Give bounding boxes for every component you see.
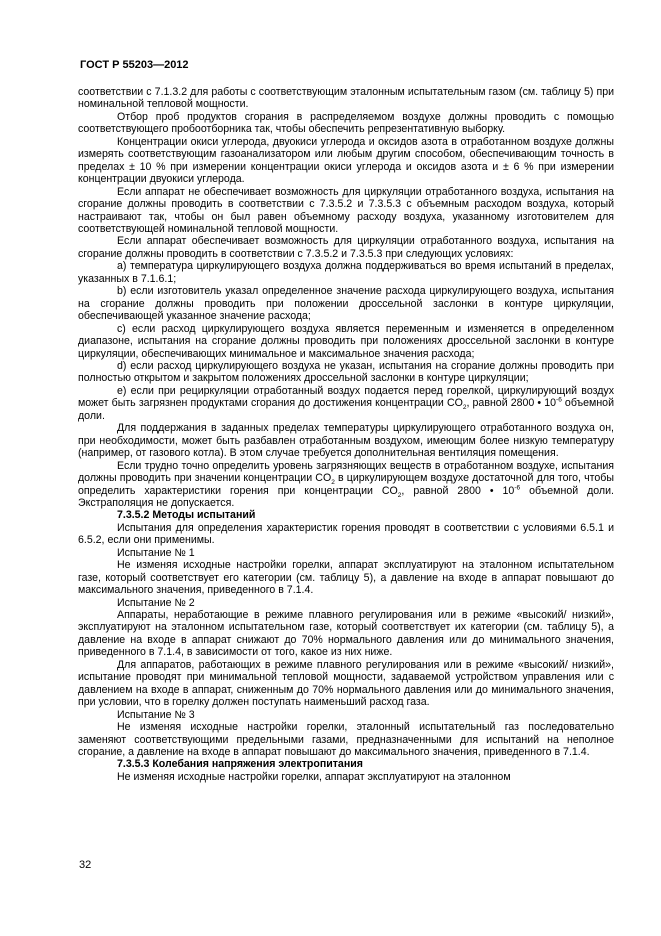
list-item-c: c) если расход циркулирующего воздуха является переменным и изменяется в определенном диапазоне, испытания на сгорание должны проводить при положениях дроссельной заслонки в контуре циркуляции, обеспечивающих минимальное и максимальное значения расхода; xyxy=(78,322,614,360)
paragraph: Отбор проб продуктов сгорания в распределяемом воздухе должны проводить с помощью соответствующего пробоотборника так, чтобы обеспечить репрезентативную выборку. xyxy=(78,110,614,136)
text-run: , равной 2800 • 10 xyxy=(401,484,515,497)
list-item-d: d) если расход циркулирующего воздуха не указан, испытания на сгорание должны проводить при полностью открытом и закрытом положениях дроссельной заслонки в контуре циркуляции; xyxy=(78,359,614,385)
paragraph: Аппараты, неработающие в режиме плавного регулирования или в режиме «высокий/ низкий», эксплуатируют на эталонном испытательном газе, который соответствует их категории (см. таблицу 5), а давление на входе в аппарат снижают до 70% нормального давления или до минимального значения, приведенного в 7.1.4, в зависимости от того, какое из них ниже. xyxy=(78,609,614,659)
paragraph: Испытания для определения характеристик горения проводят в соответствии с условиями 6.5.1 и 6.5.2, если они применимы. xyxy=(78,521,614,547)
paragraph xyxy=(78,460,614,510)
paragraph: Для аппаратов, работающих в режиме плавного регулирования или в режиме «высокий/ низкий», испытание проводят при минимальной тепловой мощности, задаваемой устройством управления или с давлением на входе в аппарат, сниженным до 70% нормального давления или до минимального значения, при условии, что в горелку должен поступать наименьший расход газа. xyxy=(78,658,614,709)
text-run: в циркулирующем воздухе достаточной для того, чтобы определить характеристики горения при концентрации CO xyxy=(78,472,614,497)
section-heading: 7.3.5.2 Методы испытаний xyxy=(117,509,256,522)
page-number: 32 xyxy=(79,859,92,871)
text-run: объемной доли. xyxy=(78,397,614,422)
text-run: объемной доли. Экстраполяция не допускается. xyxy=(78,484,614,509)
paragraph: Концентрации окиси углерода, двуокиси углерода и оксидов азота в отработанном воздухе должны измерять соответствующим газоанализатором или любым другим способом, обеспечивающим точность в пределах ± 10 % при измерении концентрации окиси углерода и оксидов азота и ± 6 % при измерении концентрации двуокиси углерода. xyxy=(78,135,614,186)
paragraph: Не изменяя исходные настройки горелки, эталонный испытательный газ последовательно заменяют соответствующими предельными газами, предназначенными для испытаний на неполное сгорание, а давление на входе в аппарат повышают до максимального значения, приведенного в 7.1.4. xyxy=(78,721,614,759)
list-item-b: b) если изготовитель указал определенное значение расхода циркулирующего воздуха, испытания на сгорание должны проводить при положении дроссельной заслонки в контуре циркуляции, обеспечивающей указанное значение расхода; xyxy=(78,285,614,323)
paragraph: соответствии с 7.1.3.2 для работы с соответствующим эталонным испытательным газом (см. таблицу 5) при номинальной тепловой мощности. xyxy=(78,86,614,111)
paragraph: Если аппарат обеспечивает возможность для циркуляции отработанного воздуха, испытания на сгорание должны проводить в соответствии с 7.3.5.2 и 7.3.5.3 при следующих условиях: xyxy=(78,235,614,260)
test-heading: Испытание № 3 xyxy=(117,708,195,721)
paragraph: Не изменяя исходные настройки горелки, аппарат эксплуатируют на эталонном xyxy=(117,770,511,783)
list-item-a: а) температура циркулирующего воздуха должна поддерживаться во время испытаний в пределах, указанных в 7.1.6.1; xyxy=(78,260,614,285)
test-heading: Испытание № 1 xyxy=(117,546,195,559)
paragraph: Для поддержания в заданных пределах температуры циркулирующего отработанного воздуха он, при необходимости, может быть разбавлен отработанным воздухом, имеющим более низкую температуру (например, от газового котла). В этом случае требуется дополнительная вентиляция помещения. xyxy=(78,422,614,460)
text-run: e) если при рециркуляции отработанный воздух подается перед горелкой, циркулирующий воздух может быть загрязнен продуктами сгорания до достижения концентрации CO xyxy=(78,384,614,410)
subscript: 2 xyxy=(397,491,402,499)
document-header: ГОСТ Р 55203—2012 xyxy=(80,59,189,71)
subscript: 2 xyxy=(331,479,335,487)
superscript: -6 xyxy=(514,483,521,491)
document-body xyxy=(78,86,614,783)
paragraph: Не изменяя исходные настройки горелки, аппарат эксплуатируют на эталонном испытательном газе, который соответствует его категории (см. таблицу 5), а давление на входе в аппарат повышают до максимального значения, приведенного в 7.1.4. xyxy=(78,559,614,597)
section-heading: 7.3.5.3 Колебания напряжения электропитания xyxy=(117,758,363,771)
subscript: 2 xyxy=(462,404,467,412)
test-heading: Испытание № 2 xyxy=(117,596,195,609)
superscript: -6 xyxy=(556,396,562,404)
text-run: Если трудно точно определить уровень загрязняющих веществ в отработанном воздухе, испытания должны проводить при значении концентрации CO xyxy=(78,459,614,485)
paragraph: Если аппарат не обеспечивает возможность для циркуляции отработанного воздуха, испытания на сгорание должны проводить в соответствии с 7.3.5.2 и 7.3.5.3 с объемным расходом воздуха, который настраивают так, чтобы он был равен объемному расходу воздуха, указанному изготовителем для соответствующей номинальной тепловой мощности. xyxy=(78,185,614,235)
list-item-e xyxy=(78,385,614,422)
text-run: , равной 2800 • 10 xyxy=(466,397,557,410)
